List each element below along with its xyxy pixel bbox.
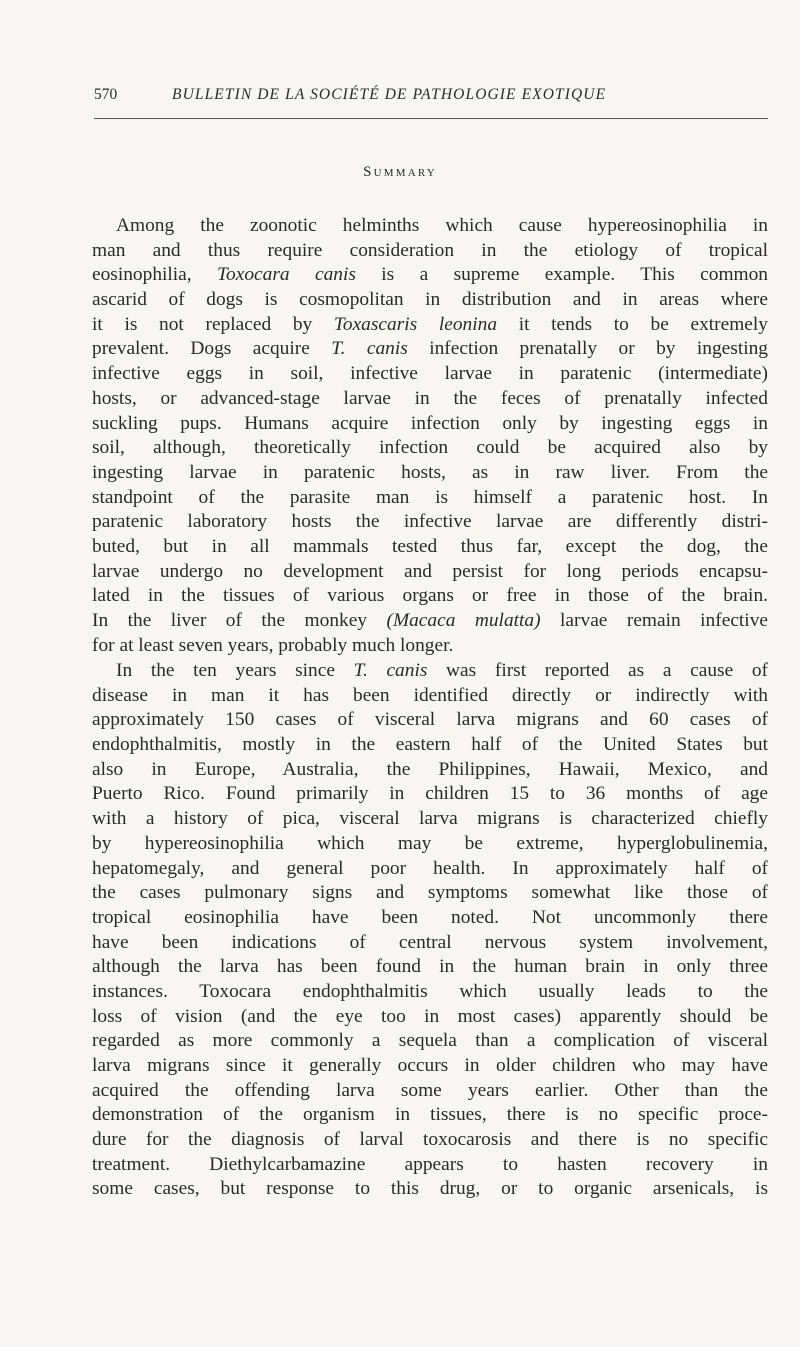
- text-line: [92, 486, 768, 511]
- text-line: [92, 214, 768, 239]
- text-segment: ascarid of dogs is cosmopolitan in distribution and in areas where: [92, 289, 768, 311]
- text-segment: instances. Toxocara endophthalmitis which usually leads to the: [92, 980, 768, 1002]
- text-segment: hosts, or advanced-stage larvae in the feces of prenatally infected: [92, 387, 768, 409]
- running-title: BULLETIN DE LA SOCIÉTÉ DE PATHOLOGIE EXOTIQUE: [172, 86, 607, 103]
- text-line: [92, 288, 768, 313]
- text-line: [92, 337, 768, 362]
- text-segment: tropical eosinophilia have been noted. Not uncommonly there: [92, 906, 768, 928]
- text-segment: In the ten years since: [116, 660, 354, 681]
- text-line: [92, 955, 768, 980]
- text-line: [92, 881, 768, 906]
- text-segment: larvae remain infective: [540, 610, 768, 631]
- page-header: [94, 86, 766, 112]
- text-segment: also in Europe, Australia, the Philippines, Hawaii, Mexico, and: [92, 758, 768, 780]
- text-segment: is a supreme example. This common: [355, 264, 768, 286]
- text-segment: the cases pulmonary signs and symptoms somewhat like those of: [92, 882, 768, 904]
- paragraph-1: [92, 214, 768, 658]
- text-line: [92, 1054, 768, 1079]
- text-segment: some cases, but response to this drug, or to organic arsenicals, is: [92, 1178, 768, 1200]
- text-segment: disease in man it has been identified directly or indirectly with: [92, 684, 768, 706]
- text-line: [92, 1005, 768, 1030]
- text-line: [92, 560, 768, 585]
- text-segment: with a history of pica, visceral larva migrans is characterized chiefly: [92, 808, 768, 830]
- text-segment: dure for the diagnosis of larval toxocarosis and there is no specific: [92, 1129, 768, 1151]
- text-line: [92, 1153, 768, 1178]
- text-line: [92, 362, 768, 387]
- text-line: [92, 980, 768, 1005]
- text-segment: soil, although, theoretically infection could be acquired also by: [92, 437, 768, 459]
- text-segment: buted, but in all mammals tested thus far, except the dog, the: [92, 535, 768, 557]
- text-segment: suckling pups. Humans acquire infection only by ingesting eggs in: [92, 412, 768, 434]
- text-line: [92, 708, 768, 733]
- text-line: [92, 412, 768, 437]
- text-segment: approximately 150 cases of visceral larva migrans and 60 cases of: [92, 709, 768, 731]
- text-line: [92, 758, 768, 783]
- text-line: [92, 436, 768, 461]
- section-title: Summary: [363, 164, 437, 180]
- text-segment: acquired the offending larva some years earlier. Other than the: [92, 1079, 768, 1101]
- italic-term: Toxascaris leonina: [333, 313, 498, 335]
- text-segment: was first reported as a cause of: [427, 660, 768, 681]
- text-segment: treatment. Diethylcarbamazine appears to hasten recovery in: [92, 1153, 768, 1175]
- text-line: [92, 782, 768, 807]
- text-line: [92, 1103, 768, 1128]
- text-segment: Puerto Rico. Found primarily in children 15 to 36 months of age: [92, 783, 768, 805]
- text-segment: although the larva has been found in the human brain in only three: [92, 956, 768, 978]
- text-segment: it is not replaced by: [92, 313, 334, 335]
- text-segment: hepatomegaly, and general poor health. In approximately half of: [92, 857, 768, 879]
- italic-term: T. canis: [331, 338, 408, 360]
- text-segment: endophthalmitis, mostly in the eastern half of the United States but: [92, 734, 768, 756]
- text-line: [92, 857, 768, 882]
- text-segment: man and thus require consideration in the etiology of tropical: [92, 239, 768, 261]
- text-segment: ingesting larvae in paratenic hosts, as in raw liver. From the: [92, 461, 768, 483]
- text-segment: eosinophilia,: [92, 264, 218, 286]
- text-segment: prevalent. Dogs acquire: [92, 338, 332, 360]
- text-segment: larvae undergo no development and persist for long periods encapsu-: [92, 560, 768, 582]
- text-segment: demonstration of the organism in tissues, there is no specific proce-: [92, 1104, 768, 1126]
- text-line: [92, 807, 768, 832]
- text-line: [92, 1128, 768, 1153]
- header-rule: [94, 118, 768, 119]
- text-segment: standpoint of the parasite man is himself a paratenic host. In: [92, 486, 768, 508]
- text-line: [92, 1079, 768, 1104]
- text-line: [92, 313, 768, 338]
- text-segment: lated in the tissues of various organs or free in those of the brain.: [92, 585, 768, 607]
- text-segment: regarded as more commonly a sequela than a complication of visceral: [92, 1030, 768, 1052]
- text-line: [92, 461, 768, 486]
- text-line: [92, 263, 768, 288]
- page-number: 570: [94, 86, 118, 103]
- text-line: [92, 1177, 768, 1202]
- text-line: [92, 584, 768, 609]
- text-line: [92, 832, 768, 857]
- text-segment: for at least seven years, probably much longer.: [92, 634, 454, 656]
- text-line: [92, 733, 768, 758]
- text-segment: Among the zoonotic helminths which cause hypereosinophilia in: [116, 215, 768, 236]
- text-line: [92, 535, 768, 560]
- italic-term: (Macaca mulatta): [386, 610, 541, 631]
- text-segment: infective eggs in soil, infective larvae in paratenic (intermediate): [92, 363, 768, 385]
- text-segment: have been indications of central nervous system involvement,: [92, 931, 768, 953]
- text-segment: larva migrans since it generally occurs in older children who may have: [92, 1055, 768, 1076]
- text-segment: loss of vision (and the eye too in most cases) apparently should be: [92, 1005, 768, 1027]
- text-line: [92, 1029, 768, 1054]
- text-line: [92, 659, 768, 684]
- text-line: [92, 684, 768, 709]
- text-line: [92, 510, 768, 535]
- text-line: [92, 609, 768, 634]
- text-segment: infection prenatally or by ingesting: [407, 338, 768, 360]
- text-line: [92, 906, 768, 931]
- text-segment: paratenic laboratory hosts the infective larvae are differently distri-: [92, 511, 768, 533]
- text-line: [92, 634, 768, 659]
- text-segment: In the liver of the monkey: [92, 610, 387, 631]
- text-segment: it tends to be extremely: [497, 313, 768, 335]
- text-segment: by hypereosinophilia which may be extreme, hyperglobulinemia,: [92, 832, 768, 854]
- text-line: [92, 931, 768, 956]
- italic-term: Toxocara canis: [217, 264, 356, 286]
- paragraph-2: [92, 659, 768, 1202]
- text-line: [92, 239, 768, 264]
- text-line: [92, 387, 768, 412]
- italic-term: T. canis: [353, 660, 428, 681]
